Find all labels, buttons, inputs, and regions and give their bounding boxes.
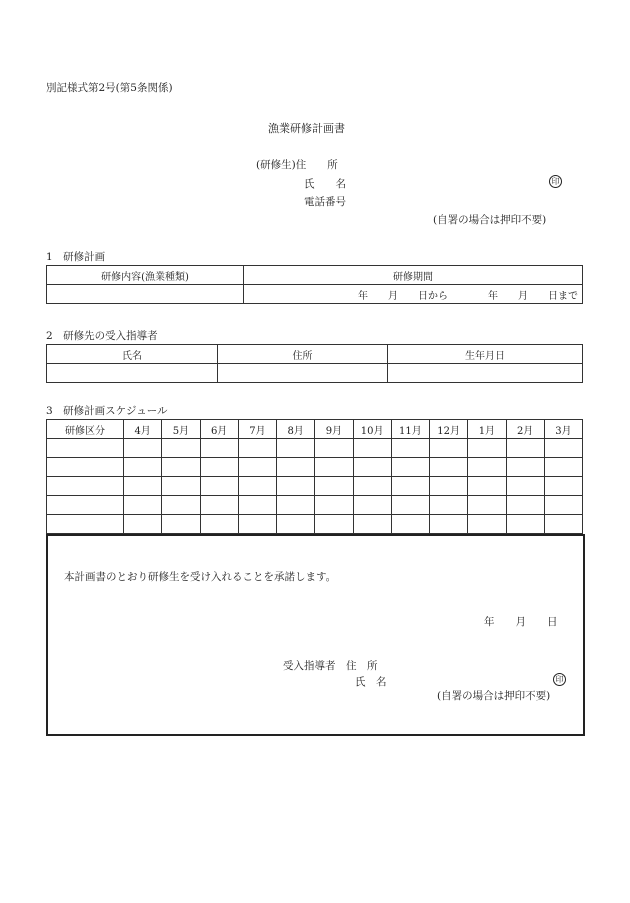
- month-cell[interactable]: [238, 477, 276, 496]
- table-row: [47, 420, 583, 439]
- month-cell[interactable]: [468, 496, 506, 515]
- month-cell[interactable]: [277, 439, 315, 458]
- month-cell[interactable]: [506, 515, 544, 534]
- month-cell[interactable]: [430, 477, 468, 496]
- month-cell[interactable]: [544, 458, 582, 477]
- month-cell[interactable]: [353, 477, 391, 496]
- month-cell[interactable]: [315, 515, 353, 534]
- col-header-period: 研修期間: [244, 266, 583, 285]
- table-row: [47, 364, 583, 383]
- month-cell[interactable]: [124, 458, 162, 477]
- approval-name-label: 氏 名: [355, 676, 387, 688]
- col-header-month: 5月: [162, 420, 200, 439]
- applicant-seal-note: (自署の場合は押印不要): [433, 214, 547, 226]
- month-cell[interactable]: [353, 515, 391, 534]
- month-cell[interactable]: [162, 496, 200, 515]
- col-header-month: 6月: [200, 420, 238, 439]
- month-cell[interactable]: [162, 515, 200, 534]
- table-row: [47, 285, 583, 304]
- month-cell[interactable]: [391, 458, 429, 477]
- table-row: [47, 345, 583, 364]
- table-row: [47, 439, 583, 458]
- month-cell[interactable]: [315, 496, 353, 515]
- page-title: 漁業研修計画書: [268, 122, 345, 135]
- col-header-content: 研修内容(漁業種類): [47, 266, 244, 285]
- month-cell[interactable]: [315, 477, 353, 496]
- month-cell[interactable]: [468, 515, 506, 534]
- month-cell[interactable]: [238, 458, 276, 477]
- month-cell[interactable]: [162, 477, 200, 496]
- address-cell[interactable]: [218, 364, 388, 383]
- month-cell[interactable]: [238, 496, 276, 515]
- supervisor-table: [46, 344, 583, 383]
- month-cell[interactable]: [391, 439, 429, 458]
- col-header-month: 4月: [124, 420, 162, 439]
- plan-table: [46, 265, 583, 304]
- applicant-seal-mark: 印: [549, 175, 562, 188]
- month-cell[interactable]: [353, 458, 391, 477]
- col-header-month: 7月: [238, 420, 276, 439]
- month-cell[interactable]: [506, 458, 544, 477]
- month-cell[interactable]: [162, 439, 200, 458]
- approval-role-label: 受入指導者: [283, 660, 336, 672]
- month-cell[interactable]: [315, 458, 353, 477]
- category-cell[interactable]: [47, 477, 124, 496]
- month-cell[interactable]: [544, 515, 582, 534]
- applicant-address-row: [256, 157, 338, 172]
- month-cell[interactable]: [238, 515, 276, 534]
- month-cell[interactable]: [200, 477, 238, 496]
- month-cell[interactable]: [506, 496, 544, 515]
- category-cell[interactable]: [47, 439, 124, 458]
- month-cell[interactable]: [430, 439, 468, 458]
- month-cell[interactable]: [544, 477, 582, 496]
- category-cell[interactable]: [47, 496, 124, 515]
- col-header-month: 3月: [544, 420, 582, 439]
- section3-heading: 3 研修計画スケジュール: [46, 405, 168, 417]
- birthdate-cell[interactable]: [388, 364, 583, 383]
- approval-box: [46, 534, 585, 736]
- approval-date[interactable]: 年 月 日: [484, 616, 558, 628]
- month-cell[interactable]: [277, 515, 315, 534]
- month-cell[interactable]: [200, 496, 238, 515]
- month-cell[interactable]: [430, 458, 468, 477]
- month-cell[interactable]: [200, 439, 238, 458]
- approval-statement: 本計画書のとおり研修生を受け入れることを承諾します。: [64, 571, 337, 583]
- month-cell[interactable]: [430, 515, 468, 534]
- section2-heading: 2 研修先の受入指導者: [46, 330, 158, 342]
- applicant-name-label: 氏 名: [304, 178, 346, 190]
- month-cell[interactable]: [353, 496, 391, 515]
- col-header-address: 住所: [218, 345, 388, 364]
- month-cell[interactable]: [468, 458, 506, 477]
- month-cell[interactable]: [277, 458, 315, 477]
- col-header-birthdate: 生年月日: [388, 345, 583, 364]
- col-header-category: 研修区分: [47, 420, 124, 439]
- content-cell[interactable]: [47, 285, 244, 304]
- month-cell[interactable]: [506, 439, 544, 458]
- approval-seal-note: (自署の場合は押印不要): [437, 690, 551, 702]
- month-cell[interactable]: [468, 477, 506, 496]
- month-cell[interactable]: [162, 458, 200, 477]
- approval-address-label: 住 所: [346, 660, 378, 672]
- month-cell[interactable]: [468, 439, 506, 458]
- month-cell[interactable]: [315, 439, 353, 458]
- period-cell[interactable]: 年 月 日から 年 月 日まで: [244, 285, 583, 304]
- col-header-month: 9月: [315, 420, 353, 439]
- table-row: [47, 458, 583, 477]
- applicant-prefix: (研修生): [256, 159, 296, 171]
- month-cell[interactable]: [391, 496, 429, 515]
- month-cell[interactable]: [124, 439, 162, 458]
- form-number: 別記様式第2号(第5条関係): [46, 82, 173, 94]
- month-cell[interactable]: [124, 515, 162, 534]
- col-header-name: 氏名: [47, 345, 218, 364]
- applicant-phone-label: 電話番号: [304, 196, 346, 208]
- col-header-month: 11月: [391, 420, 429, 439]
- col-header-month: 10月: [353, 420, 391, 439]
- table-row: [47, 266, 583, 285]
- category-cell[interactable]: [47, 515, 124, 534]
- month-cell[interactable]: [430, 496, 468, 515]
- section1-heading: 1 研修計画: [46, 251, 106, 263]
- month-cell[interactable]: [200, 458, 238, 477]
- month-cell[interactable]: [544, 496, 582, 515]
- month-cell[interactable]: [391, 515, 429, 534]
- month-cell[interactable]: [391, 477, 429, 496]
- col-header-month: 12月: [430, 420, 468, 439]
- col-header-month: 1月: [468, 420, 506, 439]
- category-cell[interactable]: [47, 458, 124, 477]
- month-cell[interactable]: [238, 439, 276, 458]
- month-cell[interactable]: [124, 477, 162, 496]
- table-row: [47, 477, 583, 496]
- schedule-table: [46, 419, 583, 534]
- month-cell[interactable]: [200, 515, 238, 534]
- col-header-month: 8月: [277, 420, 315, 439]
- table-row: [47, 515, 583, 534]
- schedule-body: [47, 439, 583, 534]
- month-cell[interactable]: [277, 477, 315, 496]
- applicant-address-label: 住 所: [295, 159, 338, 171]
- approval-address-row: [283, 658, 378, 673]
- approval-seal-mark: 印: [553, 673, 566, 686]
- month-cell[interactable]: [124, 496, 162, 515]
- month-cell[interactable]: [353, 439, 391, 458]
- month-cell[interactable]: [544, 439, 582, 458]
- name-cell[interactable]: [47, 364, 218, 383]
- table-row: [47, 496, 583, 515]
- month-cell[interactable]: [506, 477, 544, 496]
- month-cell[interactable]: [277, 496, 315, 515]
- col-header-month: 2月: [506, 420, 544, 439]
